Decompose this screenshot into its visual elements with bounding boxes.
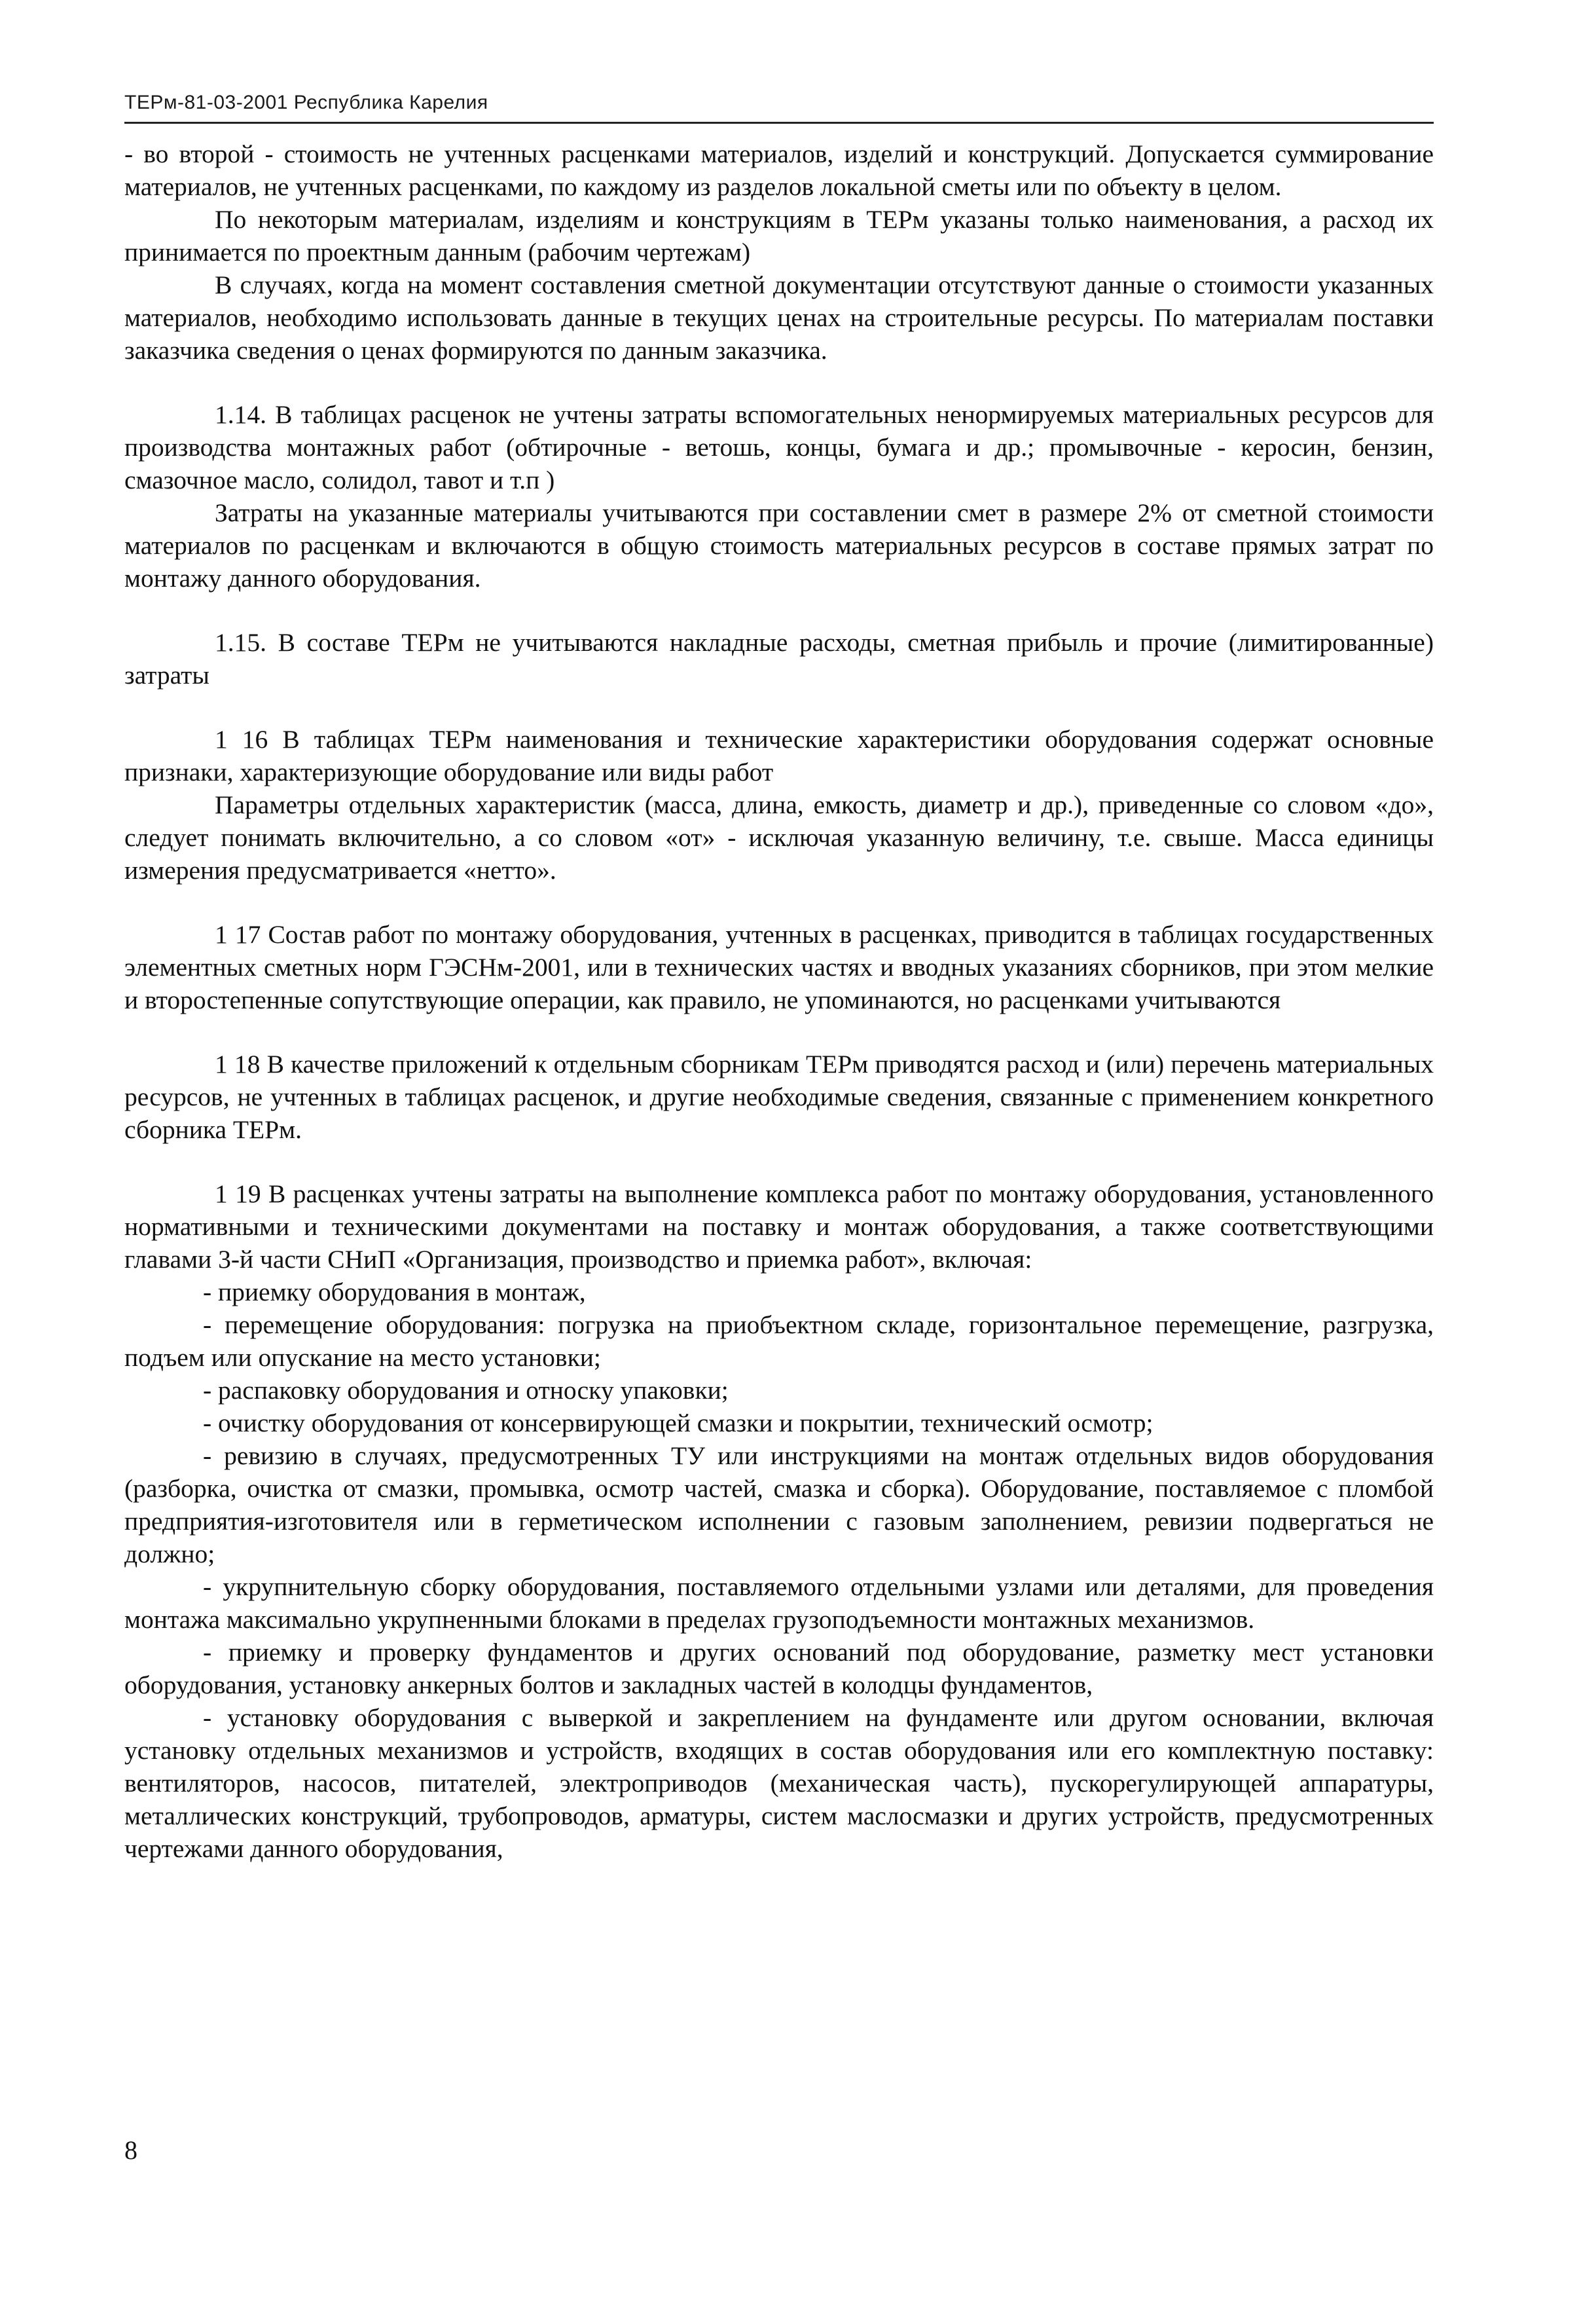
section-1-19: 1 19 В расценках учтены затраты на выполнение комплекса работ по монтажу оборудования, установленного нормативными и техническими документами на поставку и монтаж оборудования, а также соответствующими главами 3-й части СНиП «Организация, производство и приемка работ», включая: <box>124 1179 1434 1274</box>
section-1-16: 1 16 В таблицах ТЕРм наименования и технические характеристики оборудования содержат основные признаки, характеризующие оборудование или виды работ <box>124 725 1434 786</box>
paragraph: В случаях, когда на момент составления сметной документации отсутствуют данные о стоимости указанных материалов, необходимо использовать данные в текущих ценах на строительные ресурсы. По материалам поставки заказчика сведения о ценах формируются по данным заказчика. <box>124 270 1434 365</box>
paragraph-gap <box>124 595 1434 626</box>
paragraph: По некоторым материалам, изделиям и конструкциям в ТЕРм указаны только наименования, а расход их принимается по проектным данным (рабочим чертежам) <box>124 205 1434 267</box>
paragraph: - во второй - стоимость не учтенных расценками материалов, изделий и конструкций. Допускается суммирование материалов, не учтенных расценками, по каждому из разделов локальной сметы или по объекту в целом. <box>124 139 1434 201</box>
list-item: - укрупнительную сборку оборудования, поставляемого отдельными узлами или деталями, для проведения монтажа максимально укрупненными блоками в пределах грузоподъемности монтажных механизмов. <box>124 1572 1434 1634</box>
list-item: - перемещение оборудования: погрузка на приобъектном складе, горизонтальное перемещение, разгрузка, подъем или опускание на место установки; <box>124 1310 1434 1372</box>
list-item: - ревизию в случаях, предусмотренных ТУ или инструкциями на монтаж отдельных видов оборудования (разборка, очистка от смазки, промывка, осмотр частей, смазка и сборка). Оборудование, поставляемое с пломбой предприятия-изготовителя или в герметическом исполнении с газовым заполнением, ревизии подвергаться не должно; <box>124 1441 1434 1568</box>
paragraph-gap <box>124 1016 1434 1048</box>
page-number: 8 <box>124 2135 137 2165</box>
section-1-18: 1 18 В качестве приложений к отдельным сборникам ТЕРм приводятся расход и (или) перечень материальных ресурсов, не учтенных в таблицах расценок, и другие необходимые сведения, связанные с применением конкретного сборника ТЕРм. <box>124 1050 1434 1144</box>
header-rule <box>124 122 1434 124</box>
paragraph: Параметры отдельных характеристик (масса, длина, емкость, диаметр и др.), приведенные со словом «до», следует понимать включительно, а со словом «от» - исключая указанную величину, т.е. свыше. Масса единицы измерения предусматривается «нетто». <box>124 790 1434 885</box>
paragraph-gap <box>124 1146 1434 1177</box>
section-1-14: 1.14. В таблицах расценок не учтены затраты вспомогательных ненормируемых материальных ресурсов для производства монтажных работ (обтирочные - ветошь, концы, бумага и др.; промывочные - керосин, бензин, смазочное масло, солидол, тавот и т.п ) <box>124 400 1434 494</box>
paragraph-gap <box>124 692 1434 723</box>
section-1-15: 1.15. В составе ТЕРм не учитываются накладные расходы, сметная прибыль и прочие (лимитированные) затраты <box>124 628 1434 690</box>
list-item: - приемку и проверку фундаментов и других оснований под оборудование, разметку мест установки оборудования, установку анкерных болтов и закладных частей в колодцы фундаментов, <box>124 1638 1434 1699</box>
paragraph-gap <box>124 367 1434 398</box>
list-item: - очистку оборудования от консервирующей смазки и покрытии, технический осмотр; <box>203 1409 1154 1437</box>
paragraph-gap <box>124 887 1434 918</box>
list-item: - распаковку оборудования и относку упаковки; <box>203 1376 729 1405</box>
document-body <box>124 138 1434 1865</box>
paragraph: Затраты на указанные материалы учитываются при составлении смет в размере 2% от сметной стоимости материалов по расценкам и включаются в общую стоимость материальных ресурсов в составе прямых затрат по монтажу данного оборудования. <box>124 498 1434 593</box>
list-item: - установку оборудования с выверкой и закреплением на фундаменте или другом основании, включая установку отдельных механизмов и устройств, входящих в состав оборудования или его комплектную поставку: вентиляторов, насосов, питателей, электроприводов (механическая часть), пускорегулирующей аппаратуры, металлических конструкций, трубопроводов, арматуры, систем маслосмазки и других устройств, предусмотренных чертежами данного оборудования, <box>124 1703 1434 1863</box>
running-header: ТЕРм-81-03-2001 Республика Карелия <box>124 92 488 113</box>
list-item: - приемку оборудования в монтаж, <box>203 1278 586 1306</box>
section-1-17: 1 17 Состав работ по монтажу оборудования, учтенных в расценках, приводится в таблицах государственных элементных сметных норм ГЭСНм-2001, или в технических частях и вводных указаниях сборников, при этом мелкие и второстепенные сопутствующие операции, как правило, не упоминаются, но расценками учитываются <box>124 920 1434 1014</box>
